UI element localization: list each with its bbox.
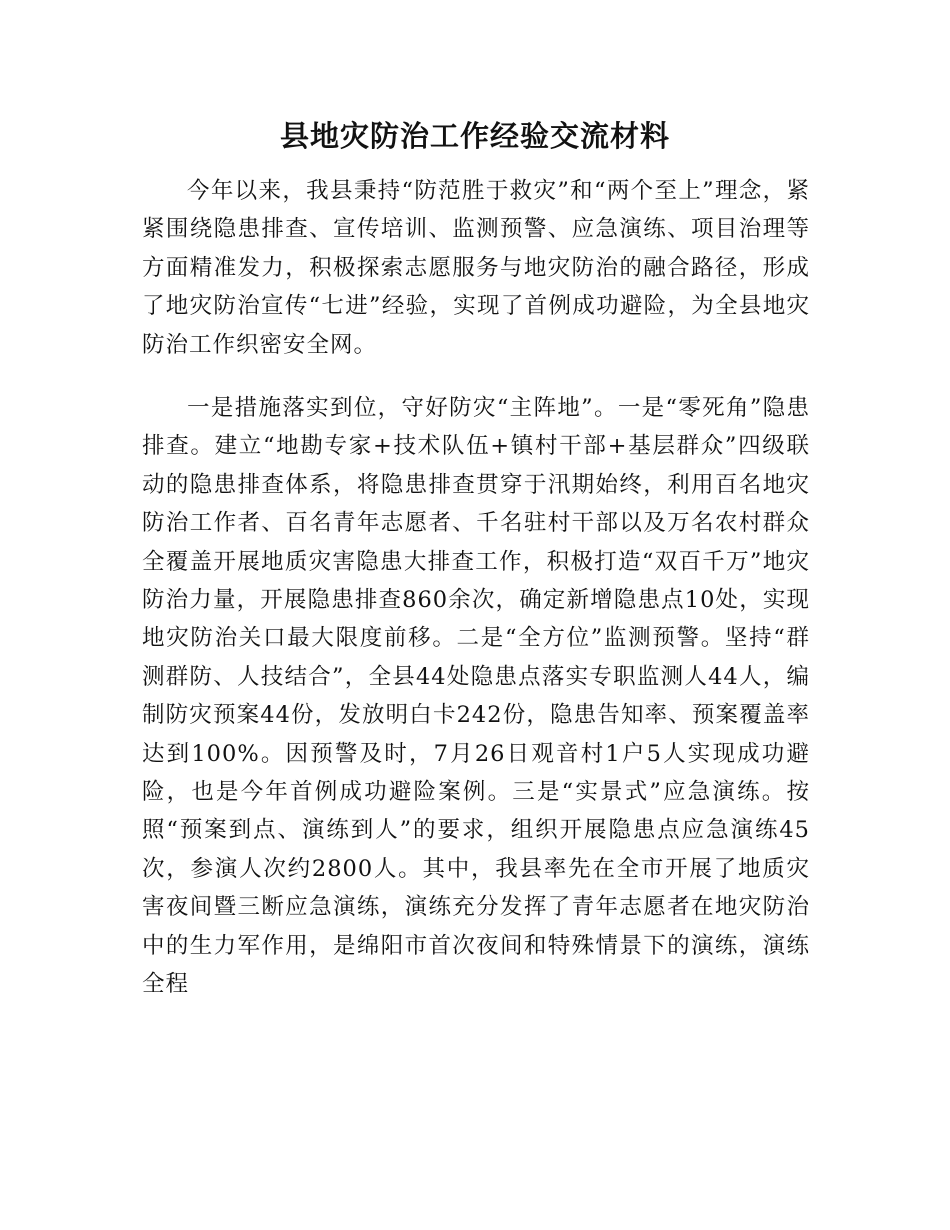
- paragraph-measures: 一是措施落实到位，守好防灾“主阵地”。一是“零死角”隐患排查。建立“地勘专家+技术队伍+镇村干部+基层群众”四级联动的隐患排查体系，将隐患排查贯穿于汛期始终，利用百名地灾防治工作者、百名青年志愿者、千名驻村干部以及万名农村群众全覆盖开展地质灾害隐患大排查工作，积极打造“双百千万”地灾防治力量，开展隐患排查860余次，确定新增隐患点10处，实现地灾防治关口最大限度前移。二是“全方位”监测预警。坚持“群测群防、人技结合”，全县44处隐患点落实专职监测人44人，编制防灾预案44份，发放明白卡242份，隐患告知率、预案覆盖率达到100%。因预警及时，7月26日观音村1户5人实现成功避险，也是今年首例成功避险案例。三是“实景式”应急演练。按照“预案到点、演练到人”的要求，组织开展隐患点应急演练45次，参演人次约2800人。其中，我县率先在全市开展了地质灾害夜间暨三断应急演练，演练充分发挥了青年志愿者在地灾防治中的生力军作用，是绵阳市首次夜间和特殊情景下的演练，演练全程: [142, 395, 810, 998]
- paragraph-intro: 今年以来，我县秉持“防范胜于救灾”和“两个至上”理念，紧紧围绕隐患排查、宣传培训、监测预警、应急演练、项目治理等方面精准发力，积极探索志愿服务与地灾防治的融合路径，形成了地灾防治宣传“七进”经验，实现了首例成功避险，为全县地灾防治工作织密安全网。: [142, 178, 810, 358]
- document-title: 县地灾防治工作经验交流材料: [279, 119, 670, 153]
